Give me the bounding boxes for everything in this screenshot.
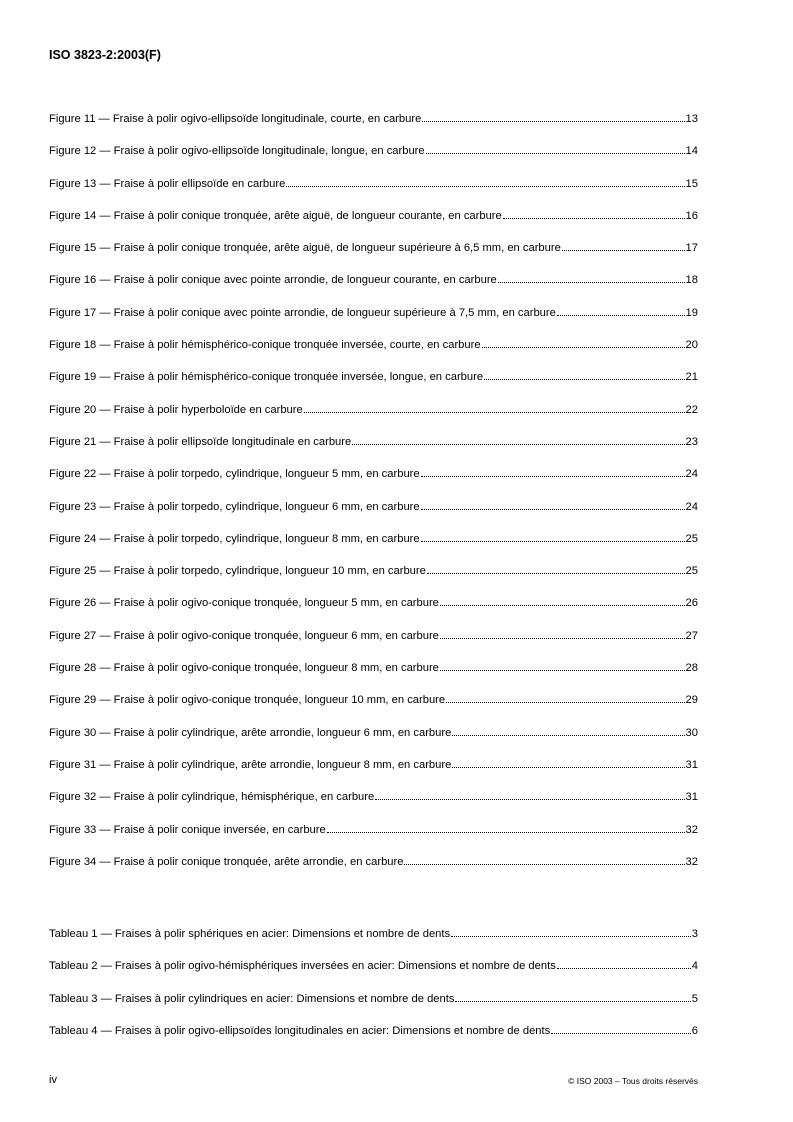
toc-entry-label: Tableau 1 — Fraises à polir sphériques en acier: Dimensions et nombre de dents xyxy=(49,928,451,940)
toc-entry-page: 31 xyxy=(685,758,698,771)
toc-entry-page: 27 xyxy=(685,629,698,642)
toc-entry-page: 15 xyxy=(685,177,698,190)
dot-leader xyxy=(327,822,685,833)
dot-leader xyxy=(426,143,685,154)
toc-entry-label: Figure 20 — Fraise à polir hyperboloïde en carbure xyxy=(49,403,303,416)
dot-leader xyxy=(440,628,685,639)
toc-entry-page: 5 xyxy=(691,992,698,1005)
toc-figure-entry[interactable] xyxy=(49,208,698,224)
dot-leader xyxy=(375,789,684,800)
toc-entry-label: Figure 15 — Fraise à polir conique tronquée, arête aiguë, de longueur supérieure à 6,5 mm, en carbure xyxy=(49,242,561,255)
toc-entry-label: Figure 33 — Fraise à polir conique inversée, en carbure xyxy=(49,823,326,836)
dot-leader xyxy=(404,854,684,865)
dot-leader xyxy=(451,926,691,937)
toc-figure-entry[interactable] xyxy=(49,854,698,870)
toc-entry-page: 20 xyxy=(685,339,698,352)
dot-leader xyxy=(557,958,691,969)
toc-entry-page: 19 xyxy=(685,306,698,319)
toc-entry-label: Figure 31 — Fraise à polir cylindrique, arête arrondie, longueur 8 mm, en carbure xyxy=(49,758,452,771)
toc-entry-label: Figure 34 — Fraise à polir conique tronquée, arête arrondie, en carbure xyxy=(49,855,404,868)
toc-figure-entry[interactable] xyxy=(49,595,698,611)
toc-figure-entry[interactable] xyxy=(49,369,698,385)
toc-entry-label: Figure 22 — Fraise à polir torpedo, cylindrique, longueur 5 mm, en carbure xyxy=(49,468,420,481)
list-of-figures xyxy=(49,111,698,886)
toc-entry-page: 6 xyxy=(691,1024,698,1037)
dot-leader xyxy=(452,725,684,736)
dot-leader xyxy=(440,660,685,671)
dot-leader xyxy=(352,434,684,445)
toc-entry-label: Figure 27 — Fraise à polir ogivo-conique tronquée, longueur 6 mm, en carbure xyxy=(49,629,439,642)
toc-figure-entry[interactable] xyxy=(49,822,698,838)
toc-entry-page: 32 xyxy=(685,823,698,836)
toc-entry-page: 30 xyxy=(685,726,698,739)
toc-entry-label: Figure 18 — Fraise à polir hémisphérico-conique tronquée inversée, courte, en carbure xyxy=(49,339,481,352)
dot-leader xyxy=(304,402,685,413)
toc-figure-entry[interactable] xyxy=(49,111,698,127)
toc-entry-page: 16 xyxy=(685,209,698,222)
toc-figure-entry[interactable] xyxy=(49,305,698,321)
toc-figure-entry[interactable] xyxy=(49,143,698,159)
toc-entry-page: 32 xyxy=(685,855,698,868)
toc-entry-page: 13 xyxy=(685,113,698,125)
toc-table-entry[interactable] xyxy=(49,1023,698,1039)
toc-figure-entry[interactable] xyxy=(49,563,698,579)
dot-leader xyxy=(421,499,685,510)
dot-leader xyxy=(562,240,685,251)
toc-figure-entry[interactable] xyxy=(49,692,698,708)
dot-leader xyxy=(440,595,685,606)
toc-figure-entry[interactable] xyxy=(49,272,698,288)
toc-entry-label: Figure 13 — Fraise à polir ellipsoïde en carbure xyxy=(49,177,286,190)
dot-leader xyxy=(422,111,684,122)
toc-entry-label: Figure 17 — Fraise à polir conique avec pointe arrondie, de longueur supérieure à 7,5 mm, en carbure xyxy=(49,306,556,319)
dot-leader xyxy=(482,337,685,348)
copyright-notice: © ISO 2003 – Tous droits réservés xyxy=(568,1076,698,1086)
toc-entry-page: 28 xyxy=(685,662,698,675)
toc-figure-entry[interactable] xyxy=(49,628,698,644)
toc-entry-page: 31 xyxy=(685,791,698,804)
dot-leader xyxy=(484,369,684,380)
toc-figure-entry[interactable] xyxy=(49,531,698,547)
toc-figure-entry[interactable] xyxy=(49,789,698,805)
toc-entry-page: 25 xyxy=(685,565,698,578)
toc-entry-label: Figure 24 — Fraise à polir torpedo, cylindrique, longueur 8 mm, en carbure xyxy=(49,532,420,545)
toc-entry-label: Figure 11 — Fraise à polir ogivo-ellipsoïde longitudinale, courte, en carbure xyxy=(49,113,422,125)
toc-entry-label: Figure 32 — Fraise à polir cylindrique, hémisphérique, en carbure xyxy=(49,791,375,804)
dot-leader xyxy=(452,757,684,768)
toc-entry-page: 21 xyxy=(685,371,698,384)
toc-entry-label: Figure 14 — Fraise à polir conique tronquée, arête aiguë, de longueur courante, en carbure xyxy=(49,209,502,222)
toc-entry-label: Figure 16 — Fraise à polir conique avec pointe arrondie, de longueur courante, en carbure xyxy=(49,274,497,287)
toc-figure-entry[interactable] xyxy=(49,337,698,353)
toc-figure-entry[interactable] xyxy=(49,499,698,515)
toc-entry-label: Figure 25 — Fraise à polir torpedo, cylindrique, longueur 10 mm, en carbure xyxy=(49,565,426,578)
dot-leader xyxy=(421,466,685,477)
toc-figure-entry[interactable] xyxy=(49,176,698,192)
toc-entry-page: 29 xyxy=(685,694,698,707)
toc-entry-label: Figure 26 — Fraise à polir ogivo-conique tronquée, longueur 5 mm, en carbure xyxy=(49,597,439,610)
toc-entry-page: 24 xyxy=(685,468,698,481)
dot-leader xyxy=(286,176,684,187)
dot-leader xyxy=(421,531,685,542)
toc-figure-entry[interactable] xyxy=(49,434,698,450)
toc-figure-entry[interactable] xyxy=(49,757,698,773)
toc-entry-page: 17 xyxy=(685,242,698,255)
toc-entry-label: Tableau 4 — Fraises à polir ogivo-ellipsoïdes longitudinales en acier: Dimensions et nombre de dents xyxy=(49,1024,551,1037)
list-of-tables xyxy=(49,926,698,1055)
toc-entry-label: Figure 19 — Fraise à polir hémisphérico-conique tronquée inversée, longue, en carbure xyxy=(49,371,484,384)
toc-figure-entry[interactable] xyxy=(49,660,698,676)
dot-leader xyxy=(503,208,685,219)
document-header: ISO 3823-2:2003(F) xyxy=(49,48,161,62)
dot-leader xyxy=(498,272,685,283)
toc-entry-label: Figure 23 — Fraise à polir torpedo, cylindrique, longueur 6 mm, en carbure xyxy=(49,500,420,513)
toc-entry-page: 18 xyxy=(685,274,698,287)
toc-entry-page: 25 xyxy=(685,532,698,545)
dot-leader xyxy=(551,1023,691,1034)
toc-entry-label: Figure 28 — Fraise à polir ogivo-conique tronquée, longueur 8 mm, en carbure xyxy=(49,662,439,675)
toc-entry-label: Figure 29 — Fraise à polir ogivo-conique tronquée, longueur 10 mm, en carbure xyxy=(49,694,446,707)
toc-figure-entry[interactable] xyxy=(49,466,698,482)
toc-entry-label: Tableau 3 — Fraises à polir cylindriques en acier: Dimensions et nombre de dents xyxy=(49,992,455,1005)
toc-entry-page: 24 xyxy=(685,500,698,513)
dot-leader xyxy=(557,305,685,316)
toc-table-entry[interactable] xyxy=(49,991,698,1007)
dot-leader xyxy=(455,991,690,1002)
toc-entry-page: 3 xyxy=(691,928,698,940)
toc-entry-label: Figure 21 — Fraise à polir ellipsoïde longitudinale en carbure xyxy=(49,435,352,448)
dot-leader xyxy=(427,563,685,574)
toc-figure-entry[interactable] xyxy=(49,240,698,256)
toc-figure-entry[interactable] xyxy=(49,725,698,741)
toc-figure-entry[interactable] xyxy=(49,402,698,418)
toc-entry-label: Figure 12 — Fraise à polir ogivo-ellipsoïde longitudinale, longue, en carbure xyxy=(49,145,425,158)
toc-entry-label: Figure 30 — Fraise à polir cylindrique, arête arrondie, longueur 6 mm, en carbure xyxy=(49,726,452,739)
toc-entry-page: 14 xyxy=(685,145,698,158)
toc-table-entry[interactable] xyxy=(49,926,698,942)
dot-leader xyxy=(446,692,684,703)
toc-entry-label: Tableau 2 — Fraises à polir ogivo-hémisphériques inversées en acier: Dimensions et nombre de dents xyxy=(49,960,556,973)
toc-entry-page: 22 xyxy=(685,403,698,416)
toc-table-entry[interactable] xyxy=(49,958,698,974)
toc-entry-page: 4 xyxy=(691,960,698,973)
toc-entry-page: 23 xyxy=(685,435,698,448)
toc-entry-page: 26 xyxy=(685,597,698,610)
page-number: iv xyxy=(49,1074,57,1086)
